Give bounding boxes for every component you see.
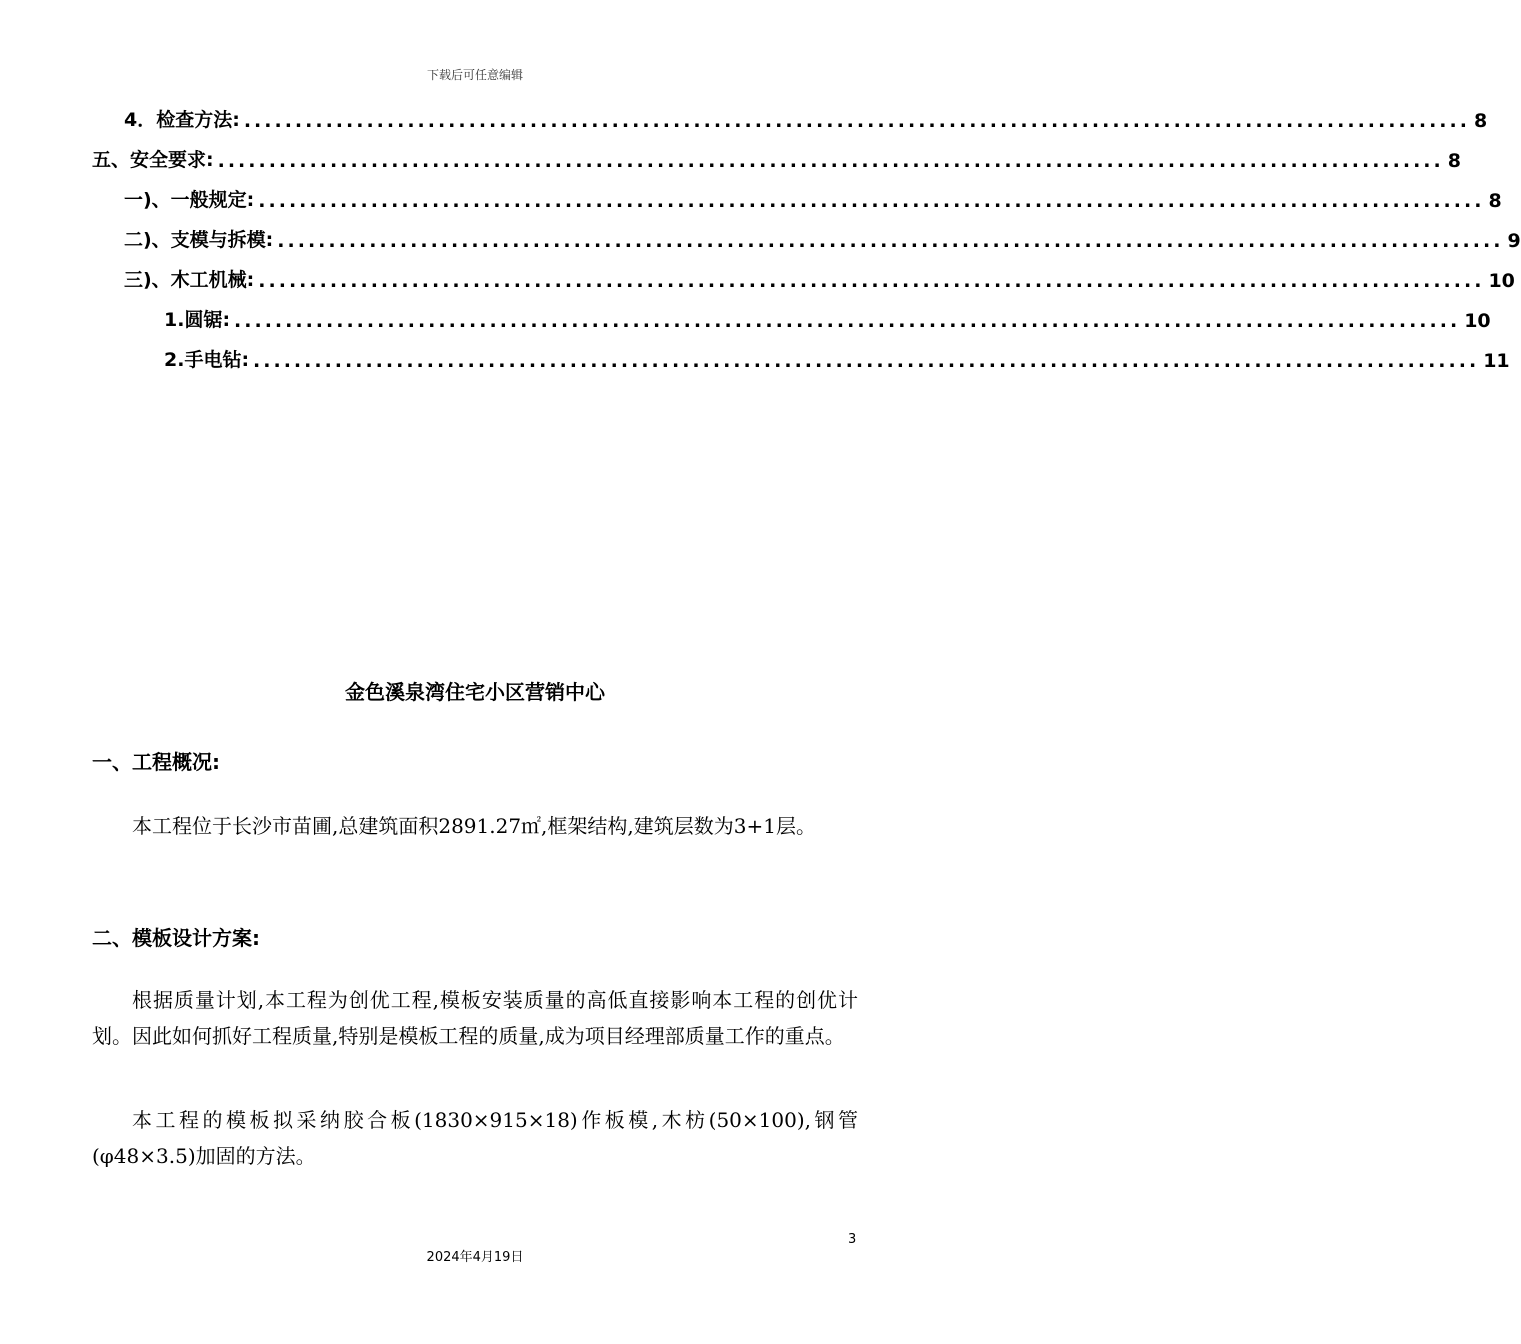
- document-title: 金色溪泉湾住宅小区营销中心: [345, 680, 605, 704]
- toc-entry-label: 二)、支模与拆模:: [124, 229, 274, 251]
- page-number: 3: [848, 1232, 857, 1247]
- toc-entry-page: 8: [1447, 150, 1461, 172]
- toc-entry[interactable]: [164, 338, 1510, 372]
- toc-entry-page: 10: [1464, 310, 1491, 332]
- paragraph: 本工程位于长沙市苗圃,总建筑面积2891.27㎡,框架结构,建筑层数为3+1层。: [132, 814, 816, 838]
- toc-entry-page: 11: [1483, 350, 1510, 372]
- toc-leader: ........................................................................................................................: [258, 190, 1485, 212]
- toc-leader: ........................................................................................................................: [234, 310, 1461, 332]
- toc-leader: ........................................................................................................................: [217, 150, 1444, 172]
- toc-entry[interactable]: [124, 98, 1488, 132]
- toc-entry-label: 2.手电钻:: [164, 349, 250, 371]
- toc-entry-label: 一)、一般规定:: [124, 189, 255, 211]
- toc-entry[interactable]: [92, 138, 1461, 172]
- toc-leader: ........................................................................................................................: [258, 270, 1485, 292]
- toc-entry[interactable]: [124, 178, 1502, 212]
- toc-entry-label: 1.圆锯:: [164, 309, 231, 331]
- toc-entry-label: 4．检查方法:: [124, 109, 240, 131]
- toc-leader: ........................................................................................................................: [277, 230, 1504, 252]
- toc-entry-page: 10: [1488, 270, 1515, 292]
- toc-entry[interactable]: [164, 298, 1491, 332]
- header-note: 下载后可任意编辑: [426, 68, 523, 82]
- toc-entry-page: 9: [1507, 230, 1521, 252]
- toc-entry-label: 三)、木工机械:: [124, 269, 255, 291]
- paragraph: 本工程的模板拟采纳胶合板(1830×915×18)作板模,木枋(50×100),钢管(φ48×3.5)加固的方法。: [92, 1108, 858, 1168]
- section-heading: 二、模板设计方案:: [92, 926, 260, 950]
- toc-leader: ........................................................................................................................: [253, 350, 1480, 372]
- toc-entry[interactable]: [124, 218, 1521, 252]
- section-heading: 一、工程概况:: [92, 750, 220, 774]
- toc-entry[interactable]: [124, 258, 1515, 292]
- toc-entry-page: 8: [1488, 190, 1502, 212]
- toc-entry-label: 五、安全要求:: [92, 149, 214, 171]
- toc-entry-page: 8: [1473, 110, 1488, 132]
- footer-date: 2024年4月19日: [426, 1250, 524, 1265]
- paragraph: 根据质量计划,本工程为创优工程,模板安装质量的高低直接影响本工程的创优计划。因此如何抓好工程质量,特别是模板工程的质量,成为项目经理部质量工作的重点。: [92, 988, 858, 1048]
- toc-leader: ........................................................................................................................: [243, 110, 1470, 132]
